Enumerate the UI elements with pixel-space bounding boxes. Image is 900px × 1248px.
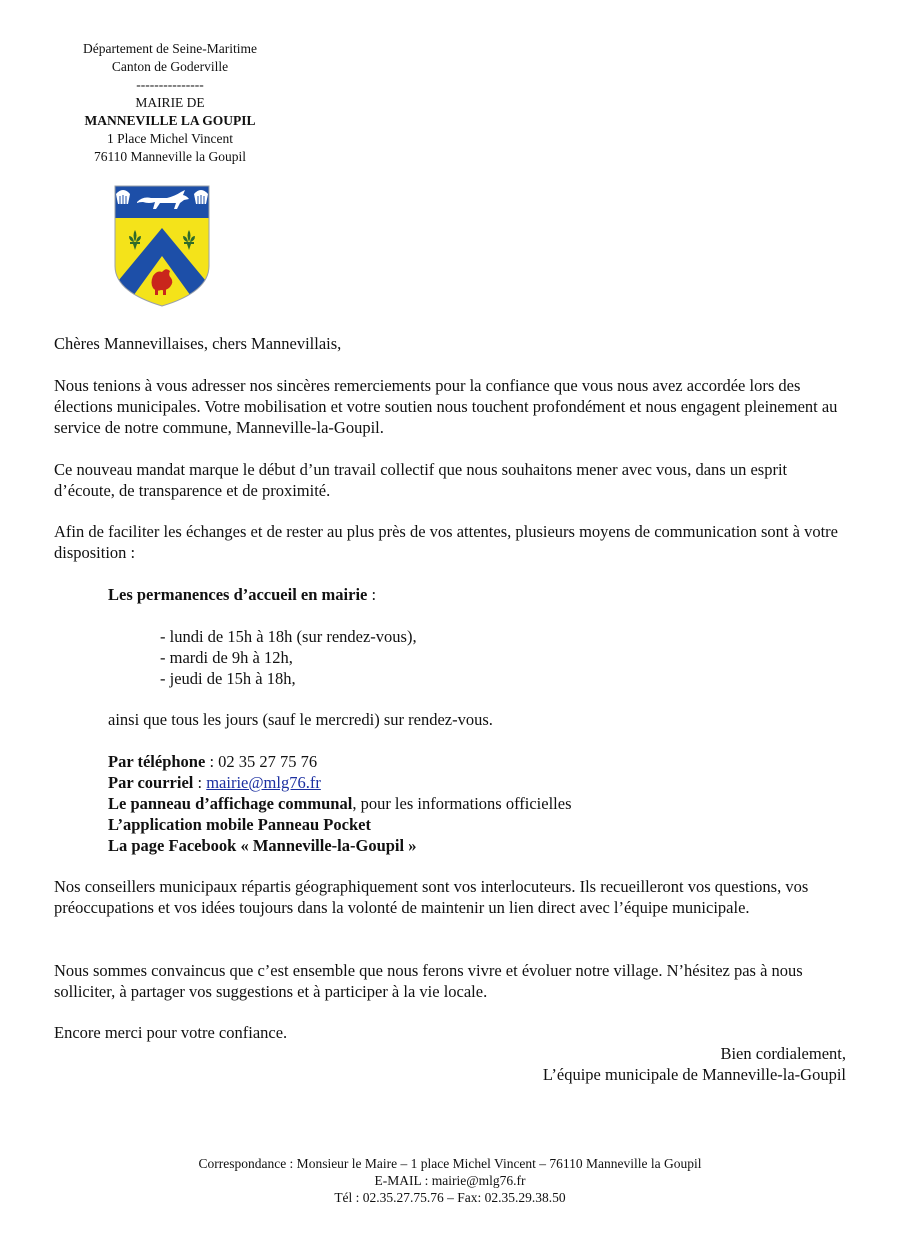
commune-name: MANNEVILLE LA GOUPIL bbox=[84, 113, 256, 128]
footer-phone-fax: Tél : 02.35.27.75.76 – Fax: 02.35.29.38.50 bbox=[334, 1190, 566, 1205]
email-label: Par courriel bbox=[108, 773, 194, 792]
letterhead bbox=[50, 40, 290, 166]
address-line-2: 76110 Manneville la Goupil bbox=[93, 149, 247, 164]
footer bbox=[0, 1155, 900, 1206]
paragraph-mandate: Ce nouveau mandat marque le début d’un travail collectif que nous souhaitons mener avec vous, dans un esprit d’écoute, de transparence et de proximité. bbox=[54, 460, 788, 500]
email-separator: : bbox=[193, 773, 207, 792]
paragraph-thanks-again: Encore merci pour votre confiance. bbox=[54, 1023, 288, 1042]
department-line: Département de Seine-Maritime bbox=[83, 41, 257, 56]
signature: L’équipe municipale de Manneville-la-Goupil bbox=[542, 1064, 846, 1084]
paragraph-together: Nous sommes convaincus que c’est ensemble que nous ferons vivre et évoluer notre village. N’hésitez pas à nous solliciter, à partager vos suggestions et à participer à la vie locale. bbox=[54, 961, 803, 1001]
paragraph-communication: Afin de faciliter les échanges et de rester au plus près de vos attentes, plusieurs moyens de communication sont à votre disposition : bbox=[54, 522, 838, 562]
panel-line bbox=[108, 794, 572, 815]
schedule-item: - jeudi de 15h à 18h, bbox=[160, 669, 296, 688]
canton-line: Canton de Goderville bbox=[111, 59, 229, 74]
footer-address: Correspondance : Monsieur le Maire – 1 place Michel Vincent – 76110 Manneville la Goupil bbox=[198, 1156, 702, 1171]
permanences-colon: : bbox=[367, 585, 377, 604]
phone-label: Par téléphone bbox=[108, 752, 206, 771]
facebook-line: La page Facebook « Manneville-la-Goupil » bbox=[108, 836, 417, 855]
schedule-item: - lundi de 15h à 18h (sur rendez-vous), bbox=[160, 627, 417, 646]
permanences-label: Les permanences d’accueil en mairie bbox=[108, 585, 368, 604]
schedule-item: - mardi de 9h à 12h, bbox=[160, 648, 293, 667]
address-line-1: 1 Place Michel Vincent bbox=[106, 131, 234, 146]
separator-line: --------------- bbox=[136, 77, 204, 92]
email-line bbox=[108, 773, 321, 794]
panel-label: Le panneau d’affichage communal bbox=[108, 794, 353, 813]
paragraph-thanks: Nous tenions à vous adresser nos sincères remerciements pour la confiance que vous nous avez accordée lors des élections municipales. Votre mobilisation et votre soutien nous touchent profondément et nous engagent pleinement au service de notre commune, Manneville-la-Goupil. bbox=[54, 376, 838, 437]
app-line: L’application mobile Panneau Pocket bbox=[108, 815, 371, 834]
phone-line bbox=[108, 752, 317, 773]
paragraph-councillors: Nos conseillers municipaux répartis géographiquement sont vos interlocuteurs. Ils recueilleront vos questions, vos préoccupations et vos idées toujours dans la volonté de maintenir un lien direct avec l’équipe municipale. bbox=[54, 877, 809, 917]
mairie-de-line: MAIRIE DE bbox=[135, 95, 205, 110]
footer-email: E-MAIL : mairie@mlg76.fr bbox=[374, 1173, 526, 1188]
email-link[interactable]: mairie@mlg76.fr bbox=[206, 773, 321, 792]
coat-of-arms-icon bbox=[113, 184, 211, 308]
signature-block bbox=[543, 1044, 846, 1086]
greeting: Chères Mannevillaises, chers Mannevillais, bbox=[54, 334, 342, 353]
phone-value: : 02 35 27 75 76 bbox=[205, 752, 318, 771]
permanences-heading bbox=[108, 585, 376, 606]
closing: Bien cordialement, bbox=[720, 1044, 846, 1063]
schedule-note: ainsi que tous les jours (sauf le mercredi) sur rendez-vous. bbox=[108, 710, 493, 729]
panel-rest: , pour les informations officielles bbox=[352, 794, 572, 813]
